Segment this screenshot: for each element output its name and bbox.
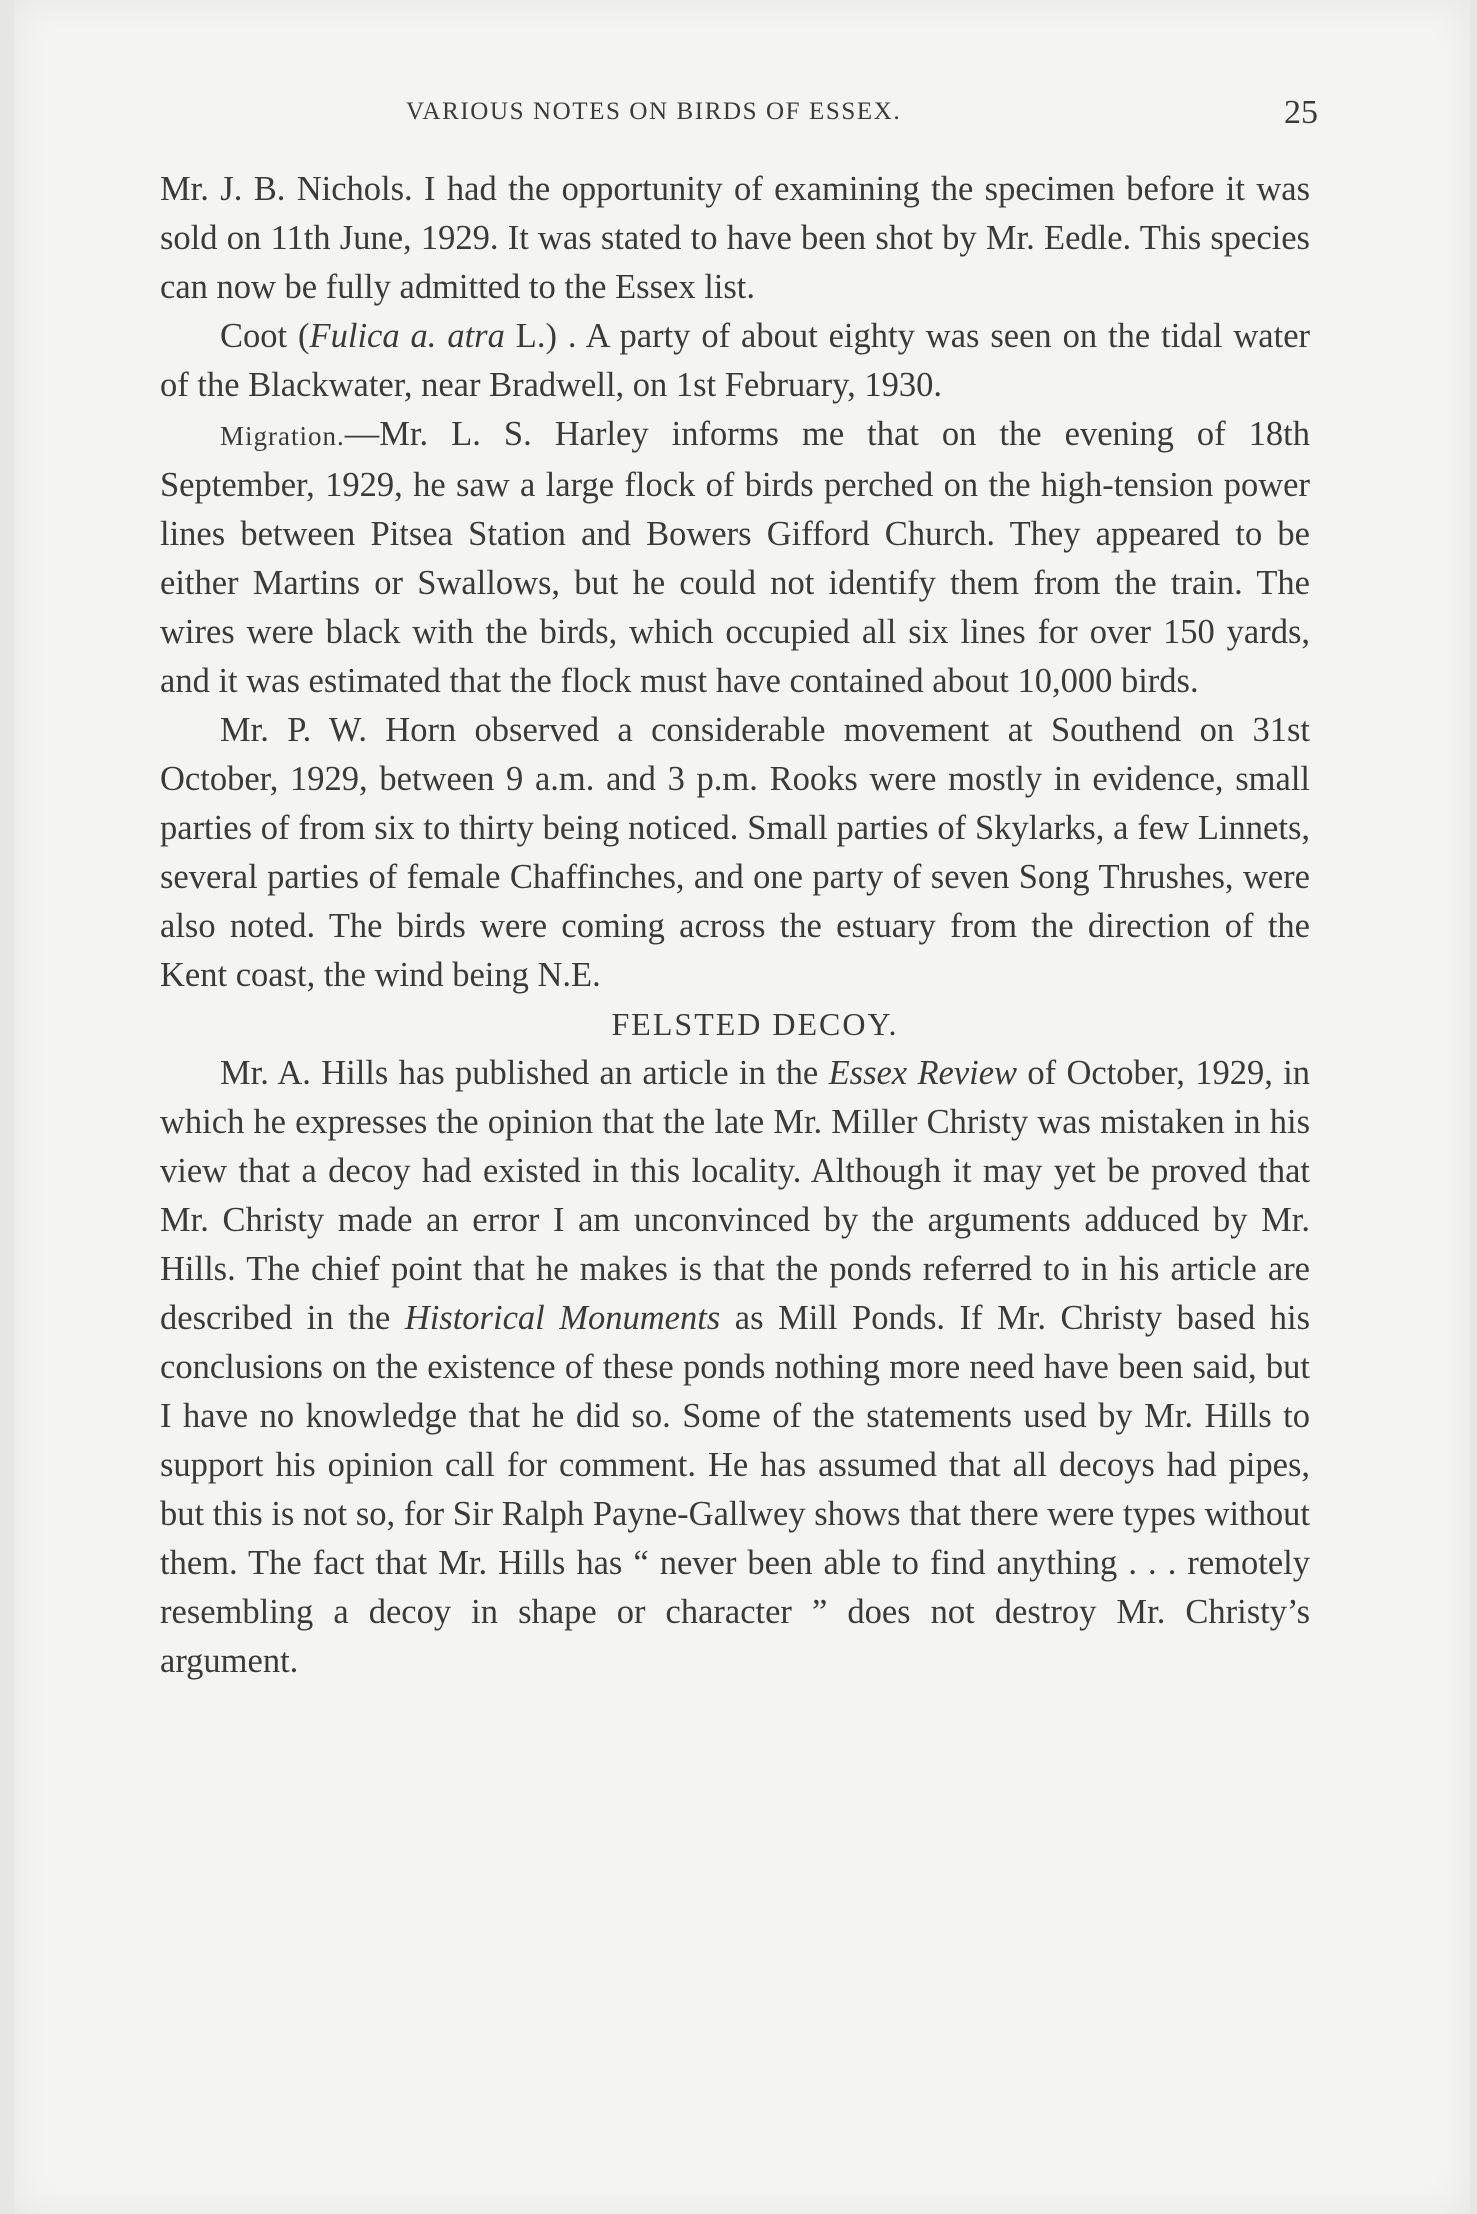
page-number: 25	[1284, 94, 1318, 131]
paragraph-nichols	[160, 165, 1310, 312]
publication-title: Essex Review	[828, 1054, 1018, 1092]
migration-lead: Migration.	[220, 421, 345, 451]
section-heading: FELSTED DECOY.	[611, 1006, 899, 1042]
paragraph-felsted-decoy	[160, 1049, 1310, 1686]
paragraph-horn	[160, 706, 1310, 1000]
running-head: VARIOUS NOTES ON BIRDS OF ESSEX.	[406, 98, 902, 125]
body-text	[160, 165, 1310, 1686]
paragraph-text: —Mr. L. S. Harley informs me that on the evening of 18th September, 1929, he saw a large flock of birds perched on the high-tension power lines between Pitsea Station and Bowers Gifford Church. They appeared to be either Martins or Swallows, but he could not identify them from the train. The wires were black with the birds, which occupied all six lines for over 150 yards, and it was estimated that the flock must have contained about 10,000 birds.	[160, 415, 1310, 700]
paragraph-text: as Mill Ponds. If Mr. Christy based his conclusions on the existence of these ponds nothing more need have been said, but I have no knowledge that he did so. Some of the statements used by Mr. Hills to support his opinion call for comment. He has assumed that all decoys had pipes, but this is not so, for Sir Ralph Payne-Gallwey shows that there were types without them. The fact that Mr. Hills has “ never been able to find anything . . . remotely resembling a decoy in shape or character ” does not destroy Mr. Christy’s argument.	[160, 1299, 1311, 1680]
species-name: Fulica a. atra	[309, 317, 505, 355]
paragraph-coot	[160, 312, 1310, 410]
page	[14, 0, 1470, 2214]
paragraph-text: Mr. A. Hills has published an article in the	[220, 1054, 829, 1092]
paragraph-text: Coot (	[220, 317, 310, 355]
paragraph-text: Mr. J. B. Nichols. I had the opportunity of examining the specimen before it was sold on 11th June, 1929. It was stated to have been shot by Mr. Eedle. This species can now be fully admitted to the Essex list.	[160, 170, 1310, 306]
publication-title: Historical Monuments	[404, 1299, 721, 1337]
paragraph-migration	[160, 410, 1310, 706]
paragraph-text: of October, 1929, in which he expresses the opinion that the late Mr. Miller Christy was mistaken in his view that a decoy had existed in this locality. Although it may yet be proved that Mr. Christy made an error I am unconvinced by the arguments adduced by Mr. Hills. The chief point that he makes is that the ponds referred to in his article are described in the	[160, 1054, 1310, 1337]
page-header	[378, 94, 1318, 142]
paragraph-text: L.) . A party of about eighty was seen on the tidal water of the Blackwater, near Bradwell, on 1st February, 1930.	[160, 317, 1310, 404]
paragraph-text: Mr. P. W. Horn observed a considerable movement at Southend on 31st October, 1929, between 9 a.m. and 3 p.m. Rooks were mostly in evidence, small parties of from six to thirty being noticed. Small parties of Skylarks, a few Linnets, several parties of female Chaffinches, and one party of seven Song Thrushes, were also noted. The birds were coming across the estuary from the direction of the Kent coast, the wind being N.E.	[160, 711, 1310, 994]
